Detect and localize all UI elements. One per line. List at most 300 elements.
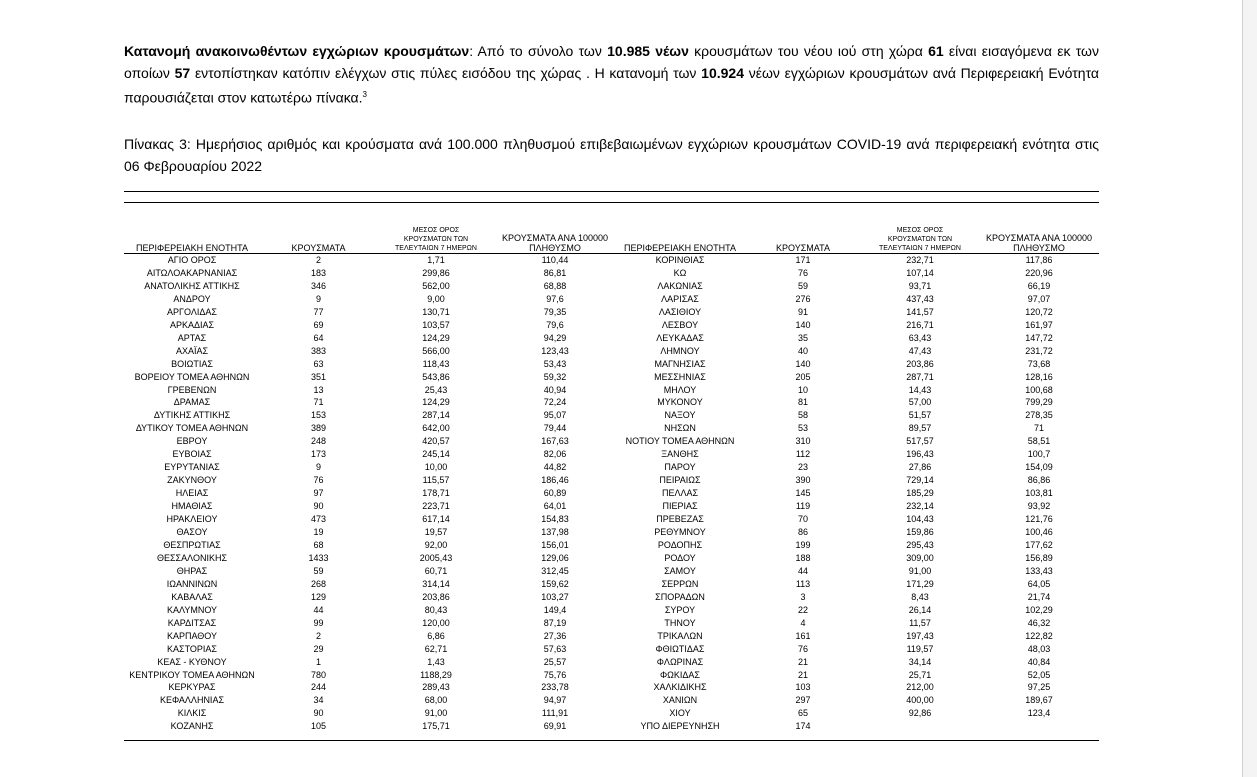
left-per100k-cell: 87,19: [543, 617, 567, 628]
right-region-cell: ΝΗΣΩΝ: [664, 423, 696, 434]
left-region-cell: ΚΕΝΤΡΙΚΟΥ ΤΟΜΕΑ ΑΘΗΝΩΝ: [129, 669, 255, 680]
left-cases-cell: 9: [315, 293, 321, 304]
right-avg7-cell: 437,43: [906, 293, 934, 304]
left-per100k-cell: 149,4: [543, 604, 567, 615]
table-row: [124, 565, 1099, 578]
left-per100k-cell: 79,6: [546, 319, 564, 330]
right-per100k-cell: 66,19: [1027, 280, 1051, 291]
left-region-cell: ΑΡΚΑΔΙΑΣ: [169, 319, 215, 330]
right-per100k-cell: 117,86: [1025, 255, 1053, 265]
left-per100k-cell: 25,57: [543, 656, 567, 667]
table-row: [124, 293, 1099, 306]
left-cases-cell: 9: [315, 462, 321, 473]
left-avg7-cell: 1,43: [427, 656, 445, 667]
right-cases-cell: 91: [797, 306, 808, 317]
right-per100k-cell: 100,7: [1027, 449, 1051, 460]
intro-text-2: κρουσμάτων του νέου ιού στη χώρα: [688, 43, 929, 59]
left-region-cell: ΑΝΔΡΟΥ: [173, 293, 211, 304]
left-per100k-cell: 97,6: [546, 293, 564, 304]
right-per100k-cell: 147,72: [1025, 332, 1053, 343]
right-cases-cell: 76: [797, 267, 808, 278]
right-per100k-cell: 21,74: [1027, 591, 1051, 602]
table-row: [124, 617, 1099, 630]
table-second-rule: [124, 202, 1099, 203]
left-cases-cell: 69: [313, 319, 324, 330]
right-per100k-cell: 154,09: [1025, 462, 1053, 473]
left-per100k-cell: 111,91: [541, 708, 569, 719]
left-per100k-cell: 129,06: [541, 552, 569, 563]
right-avg7-cell: 26,14: [908, 604, 932, 615]
right-cases-cell: 112: [795, 449, 811, 460]
right-cases-cell: 44: [797, 565, 808, 576]
table-row: [124, 694, 1099, 707]
intro-at-border: 57: [174, 65, 191, 81]
table-row: [124, 552, 1099, 565]
right-region-cell: ΣΑΜΟΥ: [664, 565, 696, 576]
left-region-cell: ΚΕΦΑΛΛΗΝΙΑΣ: [159, 695, 225, 706]
header-per100k-right: ΚΡΟΥΣΜΑΤΑ ΑΝΑ 100000 ΠΛΗΘΥΣΜΟ: [979, 226, 1099, 254]
left-avg7-cell: 543,86: [422, 371, 450, 382]
left-region-cell: ΚΟΖΑΝΗΣ: [170, 721, 214, 732]
right-cases-cell: 35: [797, 332, 808, 343]
left-cases-cell: 90: [313, 501, 324, 512]
table-row: [124, 681, 1099, 694]
right-per100k-cell: 122,82: [1025, 630, 1053, 641]
right-region-cell: ΠΕΙΡΑΙΩΣ: [659, 475, 701, 486]
left-avg7-cell: 175,71: [422, 721, 450, 732]
intro-imported: 61: [928, 43, 944, 59]
right-region-cell: ΧΙΟΥ: [669, 708, 691, 719]
right-cases-cell: 188: [795, 552, 811, 563]
left-per100k-cell: 154,83: [541, 514, 569, 525]
right-per100k-cell: 100,46: [1025, 527, 1053, 538]
left-avg7-cell: 118,43: [422, 358, 450, 369]
right-avg7-cell: 141,57: [906, 306, 934, 317]
table-row: [124, 526, 1099, 539]
right-cases-cell: 140: [795, 358, 811, 369]
left-cases-cell: 2: [315, 630, 321, 641]
right-avg7-cell: 517,57: [906, 436, 934, 447]
right-cases-cell: 21: [797, 669, 808, 680]
table-row: [124, 435, 1099, 448]
table-row: [124, 306, 1099, 319]
left-avg7-cell: 617,14: [422, 514, 450, 525]
right-per100k-cell: 220,96: [1025, 267, 1053, 278]
left-region-cell: ΚΕΡΚΥΡΑΣ: [168, 682, 216, 693]
right-region-cell: ΤΡΙΚΑΛΩΝ: [657, 630, 703, 641]
left-per100k-cell: 94,97: [543, 695, 567, 706]
right-avg7-cell: 309,00: [906, 552, 934, 563]
right-cases-cell: 21: [797, 656, 808, 667]
right-region-cell: ΣΕΡΡΩΝ: [661, 578, 699, 589]
table-row: [124, 656, 1099, 669]
left-avg7-cell: 62,71: [424, 643, 448, 654]
left-per100k-cell: 68,88: [543, 280, 567, 291]
right-per100k-cell: 120,72: [1025, 306, 1053, 317]
left-region-cell: ΘΗΡΑΣ: [176, 565, 208, 576]
left-avg7-cell: 25,43: [424, 384, 448, 395]
table-row: [124, 474, 1099, 487]
left-avg7-cell: 103,57: [422, 319, 450, 330]
left-avg7-cell: 68,00: [424, 695, 448, 706]
left-avg7-cell: 19,57: [424, 527, 448, 538]
table-header-row: [124, 226, 1099, 254]
left-cases-cell: 71: [313, 397, 324, 408]
left-per100k-cell: 44,82: [543, 462, 567, 473]
left-cases-cell: 153: [310, 410, 327, 421]
left-per100k-cell: 94,29: [543, 332, 567, 343]
table-top-rule: [124, 191, 1099, 192]
right-cases-cell: 145: [795, 488, 811, 499]
left-cases-cell: 34: [313, 695, 324, 706]
table-bottom-rule: [124, 740, 1099, 741]
right-avg7-cell: 216,71: [906, 319, 934, 330]
left-avg7-cell: 10,00: [424, 462, 448, 473]
right-avg7-cell: 27,86: [908, 462, 932, 473]
table-row: [124, 720, 1099, 733]
intro-text-1: : Από το σύνολο των: [469, 43, 608, 59]
left-per100k-cell: 69,91: [543, 721, 567, 732]
right-region-cell: ΠΙΕΡΙΑΣ: [662, 501, 698, 512]
left-per100k-cell: 27,36: [543, 630, 567, 641]
right-region-cell: ΚΩ: [673, 267, 687, 278]
right-region-cell: ΧΑΛΚΙΔΙΚΗΣ: [653, 682, 707, 693]
header-cases-right: ΚΡΟΥΣΜΑΤΑ: [745, 226, 861, 254]
table-row: [124, 267, 1099, 280]
right-region-cell: ΜΑΓΝΗΣΙΑΣ: [654, 358, 706, 369]
left-cases-cell: 29: [313, 643, 324, 654]
header-avg7-right: ΜΕΣΟΣ ΟΡΟΣ ΚΡΟΥΣΜΑΤΩΝ ΤΩΝ ΤΕΛΕΥΤΑΙΩΝ 7 ΗΜΕΡΩΝ: [861, 226, 979, 254]
table-row: [124, 371, 1099, 384]
left-cases-cell: 63: [313, 358, 324, 369]
right-cases-cell: 86: [797, 527, 808, 538]
left-avg7-cell: 562,00: [422, 280, 450, 291]
left-cases-cell: 1: [315, 656, 321, 667]
left-per100k-cell: 156,01: [541, 539, 569, 550]
left-avg7-cell: 420,57: [422, 436, 450, 447]
right-avg7-cell: [861, 720, 979, 733]
right-region-cell: ΥΠΟ ΔΙΕΡΕΥΝΗΣΗ: [640, 721, 720, 732]
left-per100k-cell: 159,62: [541, 578, 569, 589]
left-region-cell: ΘΕΣΣΑΛΟΝΙΚΗΣ: [156, 552, 228, 563]
right-per100k-cell: 177,62: [1025, 539, 1053, 550]
right-avg7-cell: 104,43: [906, 514, 934, 525]
right-region-cell: ΦΘΙΩΤΙΔΑΣ: [655, 643, 705, 654]
table-row: [124, 422, 1099, 435]
left-region-cell: ΑΝΑΤΟΛΙΚΗΣ ΑΤΤΙΚΗΣ: [144, 280, 240, 291]
table-row: [124, 539, 1099, 552]
right-per100k-cell: 799,29: [1025, 397, 1053, 408]
left-avg7-cell: 1188,29: [420, 669, 452, 680]
table-row: [124, 707, 1099, 720]
left-per100k-cell: 79,44: [543, 423, 567, 434]
right-cases-cell: 23: [797, 462, 808, 473]
right-cases-cell: 205: [795, 371, 811, 382]
left-avg7-cell: 299,86: [422, 267, 450, 278]
right-per100k-cell: 161,97: [1025, 319, 1053, 330]
right-per100k-cell: 46,32: [1027, 617, 1051, 628]
table-row: [124, 513, 1099, 526]
right-avg7-cell: 107,14: [906, 267, 934, 278]
left-per100k-cell: 123,43: [541, 345, 569, 356]
right-cases-cell: 10: [797, 384, 808, 395]
right-per100k-cell: 103,81: [1025, 488, 1053, 499]
right-cases-cell: 276: [795, 293, 811, 304]
right-region-cell: ΦΛΩΡΙΝΑΣ: [656, 656, 704, 667]
left-cases-cell: 90: [313, 708, 324, 719]
table-row: [124, 487, 1099, 500]
left-cases-cell: 1433: [308, 552, 329, 563]
left-cases-cell: 99: [313, 617, 324, 628]
left-per100k-cell: 53,43: [543, 358, 567, 369]
left-cases-cell: 13: [313, 384, 324, 395]
right-cases-cell: 113: [795, 578, 811, 589]
table-row: [124, 500, 1099, 513]
table-row: [124, 280, 1099, 293]
right-region-cell: ΚΟΡΙΝΘΙΑΣ: [655, 255, 705, 265]
vertical-scrollbar[interactable]: [1242, 0, 1257, 777]
right-region-cell: ΛΕΣΒΟΥ: [661, 319, 699, 330]
header-per100k-left: ΚΡΟΥΣΜΑΤΑ ΑΝΑ 100000 ΠΛΗΘΥΣΜΟ: [495, 226, 615, 254]
left-avg7-cell: 115,57: [422, 475, 450, 486]
header-region-left: ΠΕΡΙΦΕΡΕΙΑΚΗ ΕΝΟΤΗΤΑ: [124, 226, 260, 254]
left-region-cell: ΔΡΑΜΑΣ: [173, 397, 211, 408]
left-avg7-cell: 289,43: [422, 682, 450, 693]
right-cases-cell: 59: [797, 280, 808, 291]
left-region-cell: ΕΒΡΟΥ: [176, 436, 208, 447]
intro-domestic: 10.924: [701, 65, 744, 81]
table-row: [124, 643, 1099, 656]
right-region-cell: ΠΑΡΟΥ: [664, 462, 696, 473]
left-cases-cell: 248: [310, 436, 327, 447]
left-avg7-cell: 223,71: [422, 501, 450, 512]
left-region-cell: ΗΜΑΘΙΑΣ: [171, 501, 213, 512]
left-region-cell: ΔΥΤΙΚΗΣ ΑΤΤΙΚΗΣ: [153, 410, 231, 421]
table-row: [124, 384, 1099, 397]
left-region-cell: ΚΑΛΥΜΝΟΥ: [166, 604, 218, 615]
left-avg7-cell: 6,86: [427, 630, 445, 641]
right-avg7-cell: 51,57: [908, 410, 932, 421]
table-row: [124, 254, 1099, 267]
right-per100k-cell: 100,68: [1025, 384, 1053, 395]
left-region-cell: ΕΥΒΟΙΑΣ: [172, 449, 212, 460]
left-per100k-cell: 95,07: [543, 410, 567, 421]
right-avg7-cell: 34,14: [908, 656, 932, 667]
right-cases-cell: 119: [795, 501, 811, 512]
right-cases-cell: 81: [797, 397, 808, 408]
right-cases-cell: 40: [797, 345, 808, 356]
right-avg7-cell: 14,43: [908, 384, 932, 395]
left-per100k-cell: 186,46: [541, 475, 569, 486]
right-per100k-cell: 58,51: [1027, 436, 1051, 447]
left-per100k-cell: 137,98: [541, 527, 569, 538]
left-cases-cell: 19: [313, 527, 324, 538]
right-avg7-cell: 232,71: [906, 255, 934, 265]
right-per100k-cell: 278,35: [1025, 410, 1053, 421]
right-region-cell: ΡΕΘΥΜΝΟΥ: [654, 527, 706, 538]
right-cases-cell: 65: [797, 708, 808, 719]
right-cases-cell: 310: [795, 436, 811, 447]
left-per100k-cell: 64,01: [543, 501, 567, 512]
right-cases-cell: 53: [797, 423, 808, 434]
left-region-cell: ΙΩΑΝΝΙΝΩΝ: [166, 578, 218, 589]
left-per100k-cell: 82,06: [543, 449, 567, 460]
right-cases-cell: 161: [795, 630, 811, 641]
right-region-cell: ΝΑΞΟΥ: [664, 410, 696, 421]
left-avg7-cell: 178,71: [422, 488, 450, 499]
table-row: [124, 669, 1099, 682]
left-avg7-cell: 91,00: [424, 708, 448, 719]
right-avg7-cell: 212,00: [906, 682, 934, 693]
right-region-cell: ΠΡΕΒΕΖΑΣ: [656, 514, 704, 525]
left-avg7-cell: 1,71: [427, 255, 445, 265]
right-avg7-cell: 196,43: [906, 449, 934, 460]
left-region-cell: ΒΟΡΕΙΟΥ ΤΟΜΕΑ ΑΘΗΝΩΝ: [134, 371, 250, 382]
right-cases-cell: 171: [795, 255, 811, 265]
right-avg7-cell: 92,86: [908, 708, 932, 719]
right-avg7-cell: 63,43: [908, 332, 932, 343]
left-region-cell: ΘΕΣΠΡΩΤΙΑΣ: [163, 539, 221, 550]
footnote-ref: 3: [362, 90, 367, 99]
right-avg7-cell: 295,43: [906, 539, 934, 550]
right-per100k-cell: 73,68: [1027, 358, 1051, 369]
table-row: [124, 358, 1099, 371]
right-per100k-cell: 86,86: [1027, 475, 1051, 486]
right-cases-cell: 390: [795, 475, 811, 486]
right-per100k-cell: 97,25: [1027, 682, 1051, 693]
right-avg7-cell: 8,43: [911, 591, 929, 602]
left-cases-cell: 105: [310, 721, 327, 732]
table-row: [124, 345, 1099, 358]
right-region-cell: ΛΕΥΚΑΔΑΣ: [656, 332, 704, 343]
header-region-right: ΠΕΡΙΦΕΡΕΙΑΚΗ ΕΝΟΤΗΤΑ: [615, 226, 745, 254]
left-per100k-cell: 40,94: [543, 384, 567, 395]
right-per100k-cell: 189,67: [1025, 695, 1053, 706]
left-cases-cell: 383: [310, 345, 327, 356]
left-per100k-cell: 75,76: [543, 669, 567, 680]
left-region-cell: ΚΑΒΑΛΑΣ: [171, 591, 213, 602]
right-region-cell: ΝΟΤΙΟΥ ΤΟΜΕΑ ΑΘΗΝΩΝ: [625, 436, 735, 447]
right-per100k-cell: 123,4: [1027, 708, 1051, 719]
left-avg7-cell: 120,00: [422, 617, 450, 628]
left-avg7-cell: 9,00: [427, 293, 445, 304]
left-cases-cell: 2: [315, 255, 321, 265]
cases-table: [124, 226, 1099, 733]
left-region-cell: ΚΙΛΚΙΣ: [177, 708, 207, 719]
left-region-cell: ΑΧΑΪΑΣ: [175, 345, 209, 356]
right-avg7-cell: 171,29: [906, 578, 934, 589]
left-avg7-cell: 287,14: [422, 410, 450, 421]
right-avg7-cell: 729,14: [906, 475, 934, 486]
left-region-cell: ΚΕΑΣ - ΚΥΘΝΟΥ: [157, 656, 227, 667]
right-per100k-cell: 156,89: [1025, 552, 1053, 563]
right-per100k-cell: 102,29: [1025, 604, 1053, 615]
left-avg7-cell: 130,71: [422, 306, 450, 317]
table-row: [124, 578, 1099, 591]
table-row: [124, 319, 1099, 332]
left-cases-cell: 351: [310, 371, 327, 382]
left-cases-cell: 244: [310, 682, 327, 693]
left-per100k-cell: 167,63: [541, 436, 569, 447]
left-region-cell: ΚΑΡΔΙΤΣΑΣ: [167, 617, 217, 628]
left-region-cell: ΑΡΤΑΣ: [177, 332, 207, 343]
right-cases-cell: 58: [797, 410, 808, 421]
right-avg7-cell: 232,14: [906, 501, 934, 512]
left-per100k-cell: 312,45: [541, 565, 569, 576]
right-region-cell: ΠΕΛΛΑΣ: [661, 488, 699, 499]
intro-total-new: 10.985 νέων: [607, 43, 689, 59]
left-per100k-cell: 60,89: [543, 488, 567, 499]
intro-text-3: είναι εισαγόμενα εκ των οποίων: [124, 43, 1099, 81]
left-per100k-cell: 86,81: [543, 267, 567, 278]
right-region-cell: ΜΗΛΟΥ: [663, 384, 697, 395]
table-row: [124, 461, 1099, 474]
right-per100k-cell: 231,72: [1025, 345, 1053, 356]
left-avg7-cell: 2005,43: [419, 552, 453, 563]
left-avg7-cell: 80,43: [424, 604, 448, 615]
left-cases-cell: 780: [310, 669, 327, 680]
table-row: [124, 396, 1099, 409]
right-avg7-cell: 89,57: [908, 423, 932, 434]
left-per100k-cell: 57,63: [543, 643, 567, 654]
left-cases-cell: 346: [310, 280, 327, 291]
right-per100k-cell: 52,05: [1027, 669, 1051, 680]
right-per100k-cell: 121,76: [1025, 514, 1053, 525]
left-region-cell: ΕΥΡΥΤΑΝΙΑΣ: [164, 462, 220, 473]
right-avg7-cell: 287,71: [906, 371, 934, 382]
right-avg7-cell: 57,00: [908, 397, 932, 408]
right-avg7-cell: 25,71: [908, 669, 932, 680]
left-region-cell: ΖΑΚΥΝΘΟΥ: [167, 475, 217, 486]
right-cases-cell: 4: [800, 617, 806, 628]
left-cases-cell: 268: [310, 578, 327, 589]
left-avg7-cell: 314,14: [422, 578, 450, 589]
table-row: [124, 409, 1099, 422]
right-cases-cell: 140: [795, 319, 811, 330]
right-cases-cell: 76: [797, 643, 808, 654]
right-avg7-cell: 197,43: [906, 630, 934, 641]
right-per100k-cell: 128,16: [1025, 371, 1053, 382]
left-avg7-cell: 124,29: [422, 397, 450, 408]
right-avg7-cell: 159,86: [906, 527, 934, 538]
left-region-cell: ΑΙΤΩΛΟΑΚΑΡΝΑΝΙΑΣ: [146, 267, 238, 278]
right-region-cell: ΤΗΝΟΥ: [664, 617, 696, 628]
header-avg7-left: ΜΕΣΟΣ ΟΡΟΣ ΚΡΟΥΣΜΑΤΩΝ ΤΩΝ ΤΕΛΕΥΤΑΙΩΝ 7 ΗΜΕΡΩΝ: [377, 226, 495, 254]
table-row: [124, 448, 1099, 461]
right-per100k-cell: 48,03: [1027, 643, 1051, 654]
table-row: [124, 630, 1099, 643]
left-avg7-cell: 60,71: [424, 565, 448, 576]
left-region-cell: ΑΡΓΟΛΙΔΑΣ: [167, 306, 217, 317]
right-region-cell: ΛΗΜΝΟΥ: [660, 345, 700, 356]
left-per100k-cell: 233,78: [541, 682, 569, 693]
right-avg7-cell: 203,86: [906, 358, 934, 369]
right-avg7-cell: 91,00: [908, 565, 932, 576]
right-cases-cell: 103: [795, 682, 811, 693]
left-region-cell: ΗΛΕΙΑΣ: [175, 488, 209, 499]
right-region-cell: ΦΩΚΙΔΑΣ: [660, 669, 700, 680]
left-cases-cell: 473: [310, 514, 327, 525]
left-cases-cell: 183: [310, 267, 327, 278]
table-row: [124, 604, 1099, 617]
left-cases-cell: 77: [313, 306, 324, 317]
left-avg7-cell: 566,00: [422, 345, 450, 356]
left-region-cell: ΚΑΣΤΟΡΙΑΣ: [167, 643, 217, 654]
intro-paragraph: [124, 40, 1099, 109]
table-row: [124, 332, 1099, 345]
left-per100k-cell: 110,44: [541, 255, 569, 265]
right-per100k-cell: [979, 720, 1099, 733]
